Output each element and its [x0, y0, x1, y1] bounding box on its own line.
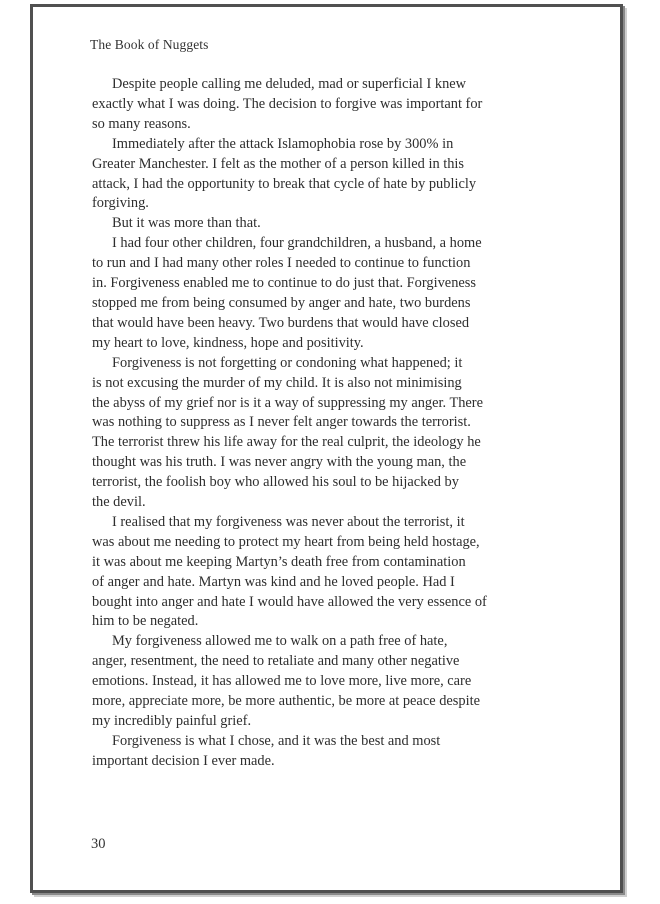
paragraph-line: the abyss of my grief nor is it a way of suppressing my anger. There — [92, 394, 483, 411]
paragraph-line: of anger and hate. Martyn was kind and he loved people. Had I — [92, 573, 455, 590]
paragraph-line: The terrorist threw his life away for the real culprit, the ideology he — [92, 434, 481, 451]
paragraph-line: terrorist, the foolish boy who allowed his soul to be hijacked by — [92, 474, 459, 491]
paragraph-line: more, appreciate more, be more authentic, be more at peace despite — [92, 693, 480, 710]
paragraph-line: my incredibly painful grief. — [92, 713, 252, 729]
paragraph-line: Greater Manchester. I felt as the mother of a person killed in this — [92, 155, 465, 172]
paragraph-first-line: I had four other children, four grandchildren, a husband, a home — [112, 235, 482, 252]
paragraph-line: him to be negated. — [92, 613, 199, 630]
paragraph-first-line: But it was more than that. — [112, 215, 261, 232]
paragraph-first-line: Immediately after the attack Islamophobia rose by 300% in — [112, 135, 454, 152]
paragraph-line: the devil. — [92, 494, 146, 511]
paragraph-first-line: Forgiveness is not forgetting or condoning what happened; it — [112, 354, 463, 371]
paragraph-line: was about me needing to protect my heart from being held hostage, — [92, 533, 480, 550]
paragraph-line: stopped me from being consumed by anger and hate, two burdens — [92, 294, 471, 311]
paragraph-line: attack, I had the opportunity to break that cycle of hate by publicly — [92, 175, 477, 192]
paragraph-line: thought was his truth. I was never angry with the young man, the — [92, 454, 467, 471]
paragraph-line: so many reasons. — [92, 115, 191, 132]
running-header: The Book of Nuggets — [90, 37, 209, 52]
paragraph-line: bought into anger and hate I would have allowed the very essence of — [92, 593, 487, 610]
paragraph-line: was nothing to suppress as I never felt anger towards the terrorist. — [92, 414, 471, 431]
paragraph-line: to run and I had many other roles I needed to continue to function — [92, 255, 471, 272]
paragraph-line: that would have been heavy. Two burdens that would have closed — [92, 314, 470, 331]
paragraph-line: emotions. Instead, it has allowed me to love more, live more, care — [92, 673, 472, 690]
paragraph-line: forgiving. — [92, 195, 149, 212]
paragraph-line: anger, resentment, the need to retaliate and many other negative — [92, 653, 460, 670]
paragraph-line: exactly what I was doing. The decision to forgive was important for — [92, 95, 483, 112]
paragraph-first-line: Forgiveness is what I chose, and it was the best and most — [112, 732, 441, 749]
paragraph-first-line: Despite people calling me deluded, mad or superficial I knew — [112, 76, 467, 92]
body-text — [92, 75, 562, 772]
paragraph-line: my heart to love, kindness, hope and positivity. — [92, 334, 364, 351]
paragraph-first-line: I realised that my forgiveness was never about the terrorist, it — [112, 513, 465, 530]
paragraph-line: in. Forgiveness enabled me to continue to do just that. Forgiveness — [92, 275, 476, 292]
paragraph-line: is not excusing the murder of my child. It is also not minimising — [92, 374, 462, 391]
paragraph-line: it was about me keeping Martyn’s death free from contamination — [92, 553, 466, 570]
page-number: 30 — [91, 836, 106, 852]
paragraph-line: important decision I ever made. — [92, 752, 275, 769]
paragraph-first-line: My forgiveness allowed me to walk on a path free of hate, — [112, 633, 448, 650]
